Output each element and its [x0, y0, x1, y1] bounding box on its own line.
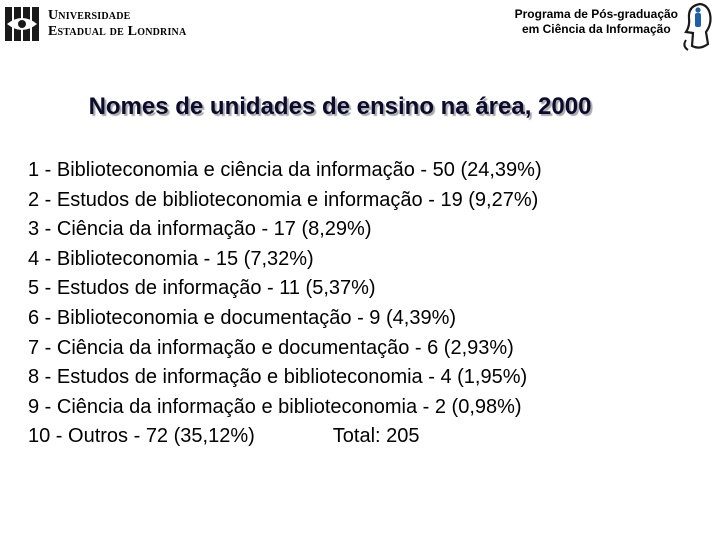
university-logo: [4, 6, 187, 44]
pgci-logo-icon: [680, 2, 714, 52]
list-item: 8 - Estudos de informação e biblioteconomia - 4 (1,95%): [28, 366, 528, 389]
slide-title: Nomes de unidades de ensino na área, 2000: [88, 93, 592, 120]
list-item: 7 - Ciência da informação e documentação - 6 (2,93%): [28, 336, 514, 359]
list-item: 4 - Biblioteconomia - 15 (7,32%): [28, 247, 314, 270]
program-name-line2: em Ciência da Informação: [521, 22, 671, 36]
university-name: [48, 8, 186, 40]
program-name-line1: Programa de Pós-graduação: [514, 7, 678, 21]
list-item-last: [28, 422, 542, 452]
list-item: 9 - Ciência da informação e biblioteconomia - 2 (0,98%): [28, 395, 522, 418]
program-name: [515, 7, 678, 37]
uel-logo-icon: [4, 6, 42, 42]
list-item: 5 - Estudos de informação - 11 (5,37%): [28, 277, 376, 300]
list-item: 3 - Ciência da informação - 17 (8,29%): [28, 218, 372, 241]
units-list: [28, 156, 542, 452]
university-name-line2: Estadual de Londrina: [48, 24, 187, 39]
list-item: 2 - Estudos de biblioteconomia e informação - 19 (9,27%): [28, 188, 539, 211]
list-item: 6 - Biblioteconomia e documentação - 9 (4,39%): [28, 306, 457, 329]
list-item: 1 - Biblioteconomia e ciência da informação - 50 (24,39%): [28, 159, 542, 181]
university-name-line1: Universidade: [48, 8, 131, 23]
total-label: Total: 205: [332, 425, 420, 448]
list-item-others: 10 - Outros - 72 (35,12%): [28, 425, 255, 448]
